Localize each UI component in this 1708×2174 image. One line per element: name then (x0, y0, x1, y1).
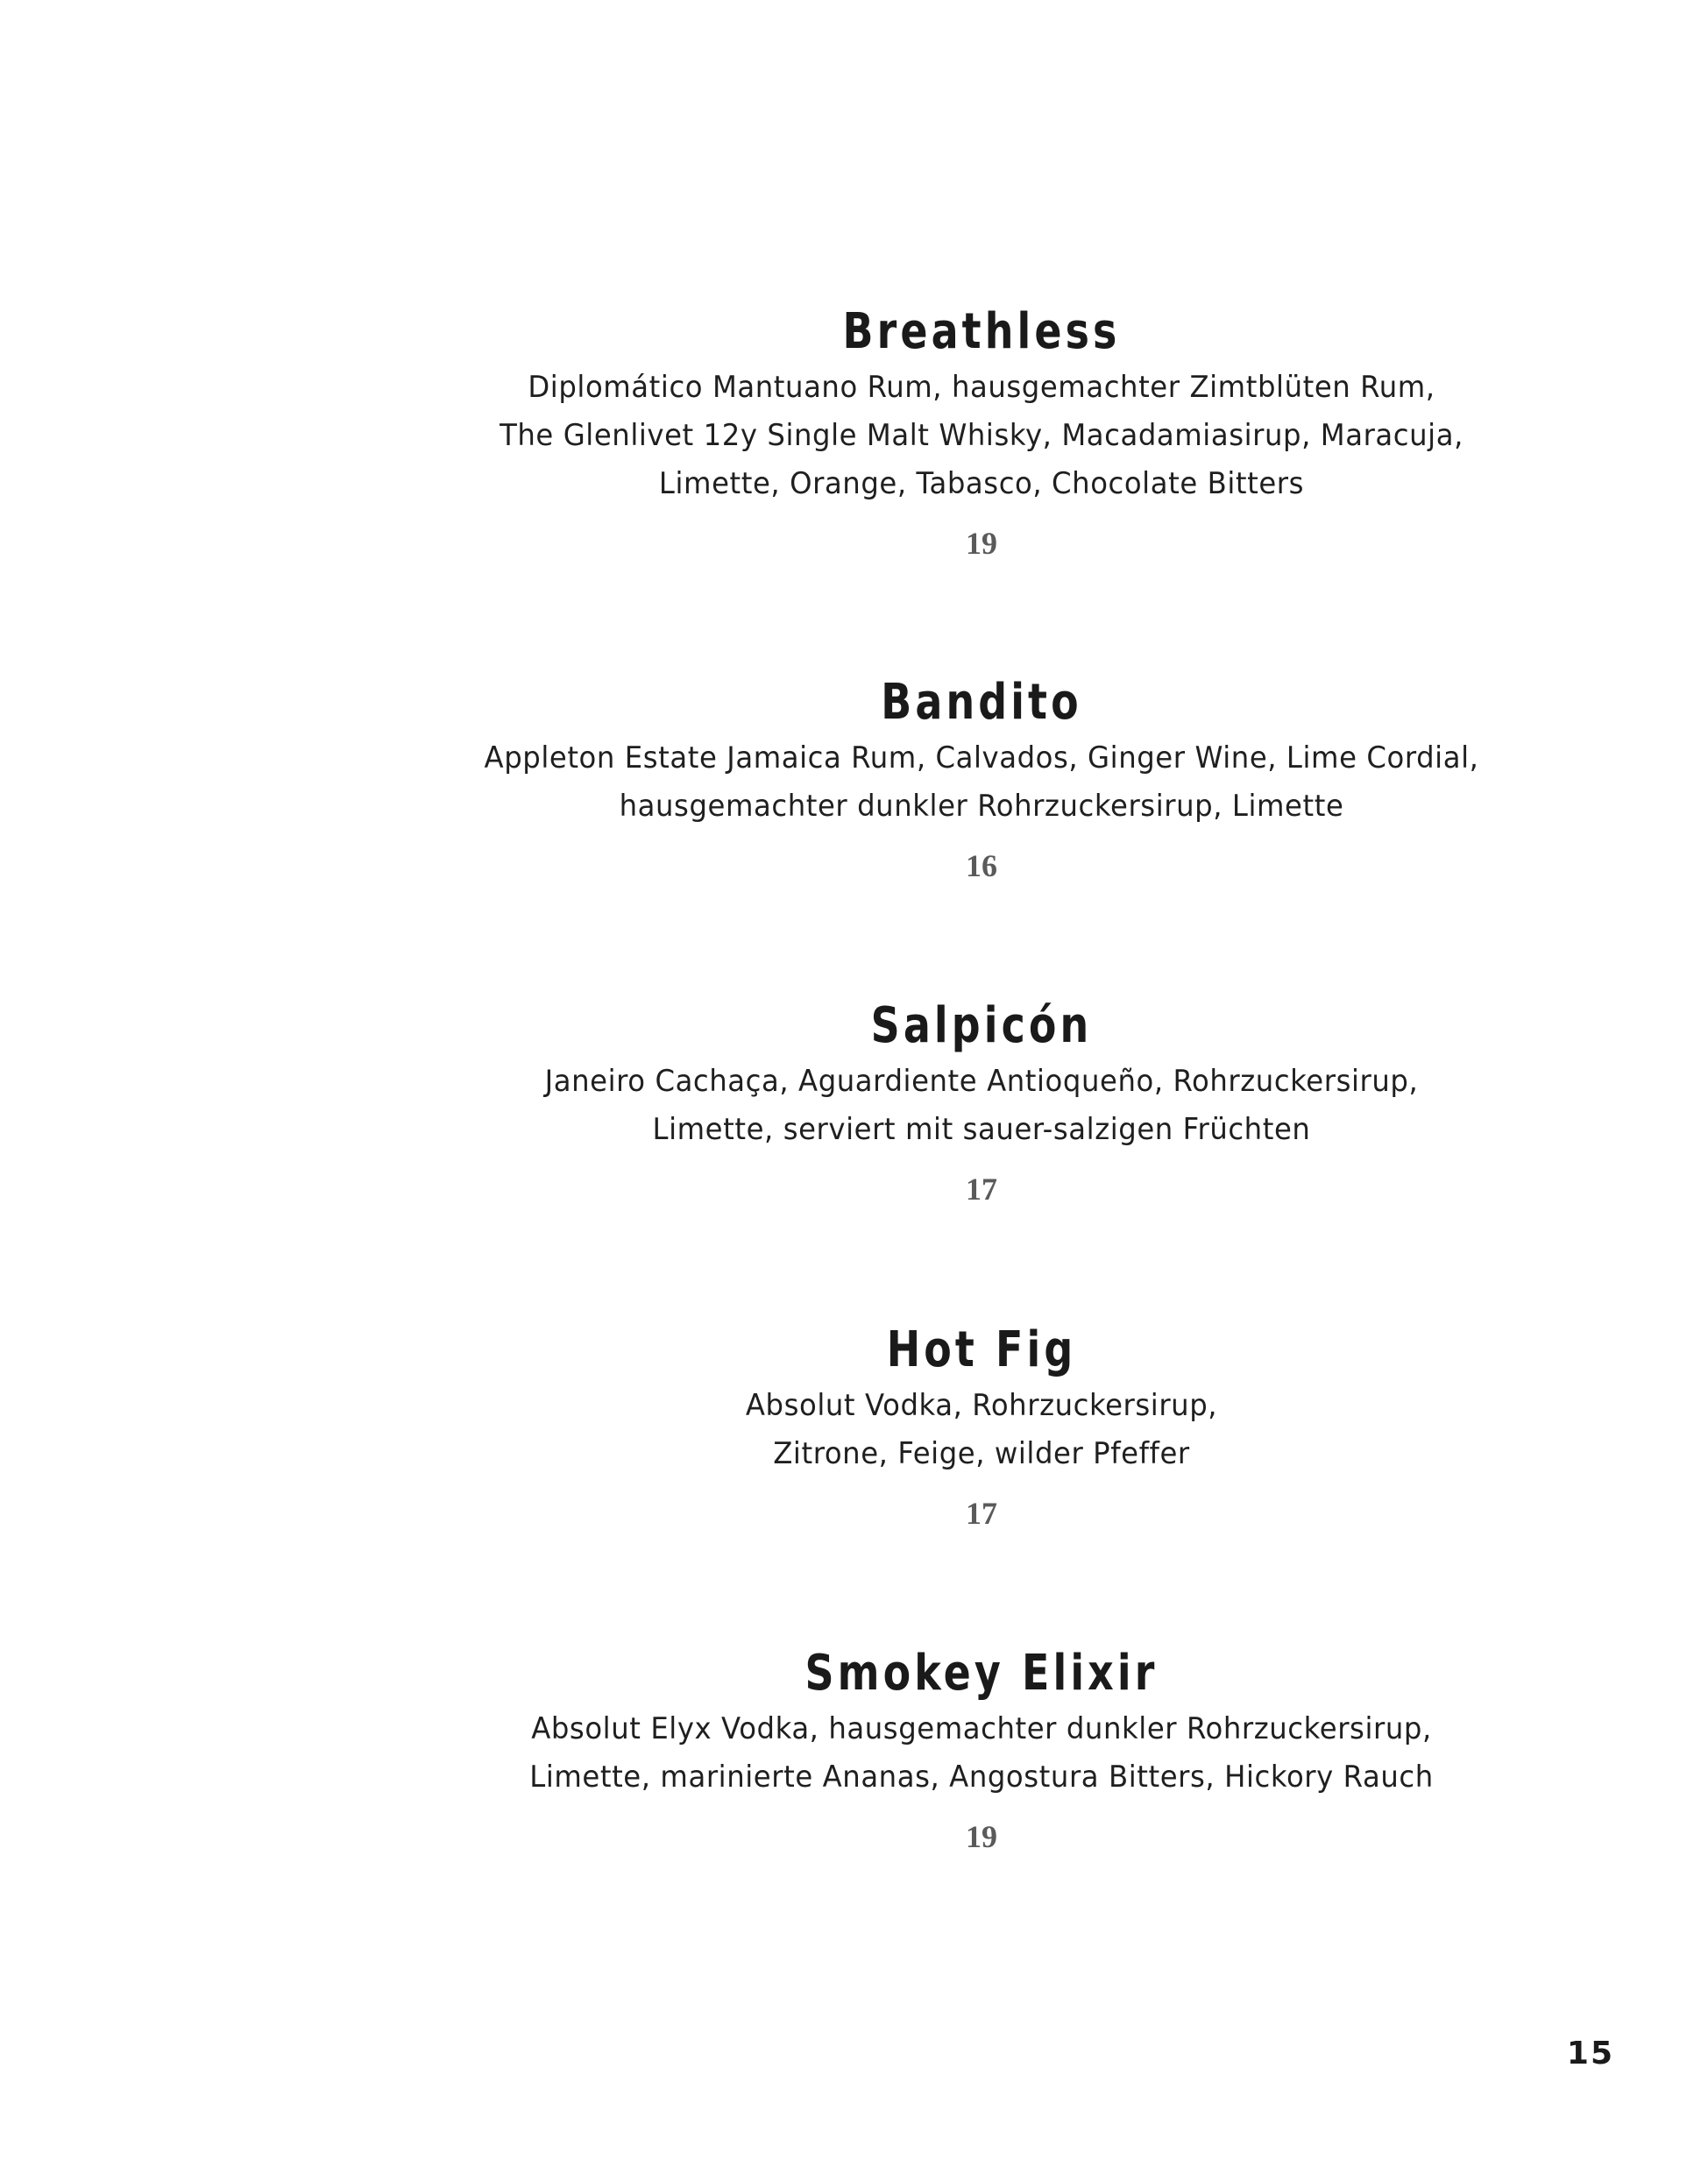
menu-item-smokey-elixir (412, 1644, 1551, 1854)
item-name: Breathless (842, 303, 1121, 360)
item-description (441, 1058, 1523, 1154)
item-price: 17 (966, 1172, 997, 1207)
item-description (441, 734, 1523, 831)
menu-item-bandito (412, 673, 1551, 883)
item-description-line: The Glenlivet 12y Single Malt Whisky, Macadamiasirup, Maracuja, (500, 418, 1463, 453)
item-description-line: Limette, serviert mit sauer-salzigen Früchten (652, 1112, 1311, 1147)
item-description-line: Limette, marinierte Ananas, Angostura Bitters, Hickory Rauch (529, 1760, 1434, 1795)
item-description-line: Limette, Orange, Tabasco, Chocolate Bitters (658, 466, 1305, 501)
item-name: Salpicón (870, 997, 1093, 1054)
menu-item-hot-fig (412, 1321, 1551, 1531)
page-number: 15 (1566, 2036, 1614, 2071)
item-price: 17 (966, 1496, 997, 1531)
item-price: 19 (966, 1819, 997, 1854)
menu-item-salpicon (412, 996, 1551, 1207)
item-name: Bandito (881, 674, 1082, 731)
item-description-line: Zitrone, Feige, wilder Pfeffer (773, 1436, 1190, 1471)
item-description (441, 1382, 1523, 1478)
item-description-line: Janeiro Cachaça, Aguardiente Antioqueño, Rohrzuckersirup, (544, 1064, 1419, 1099)
item-price: 19 (966, 526, 997, 561)
item-price: 16 (966, 848, 997, 883)
item-description (441, 364, 1523, 508)
item-description (441, 1705, 1523, 1802)
item-description-line: Diplomático Mantuano Rum, hausgemachter Zimtblüten Rum, (528, 370, 1435, 405)
item-name: Hot Fig (886, 1321, 1077, 1378)
item-description-line: hausgemachter dunkler Rohrzuckersirup, Limette (619, 789, 1344, 824)
menu-item-breathless (412, 302, 1551, 561)
item-description-line: Absolut Vodka, Rohrzuckersirup, (745, 1388, 1218, 1423)
item-name: Smokey Elixir (804, 1645, 1159, 1702)
item-description-line: Appleton Estate Jamaica Rum, Calvados, Ginger Wine, Lime Cordial, (484, 740, 1479, 775)
item-description-line: Absolut Elyx Vodka, hausgemachter dunkler Rohrzuckersirup, (531, 1711, 1432, 1746)
